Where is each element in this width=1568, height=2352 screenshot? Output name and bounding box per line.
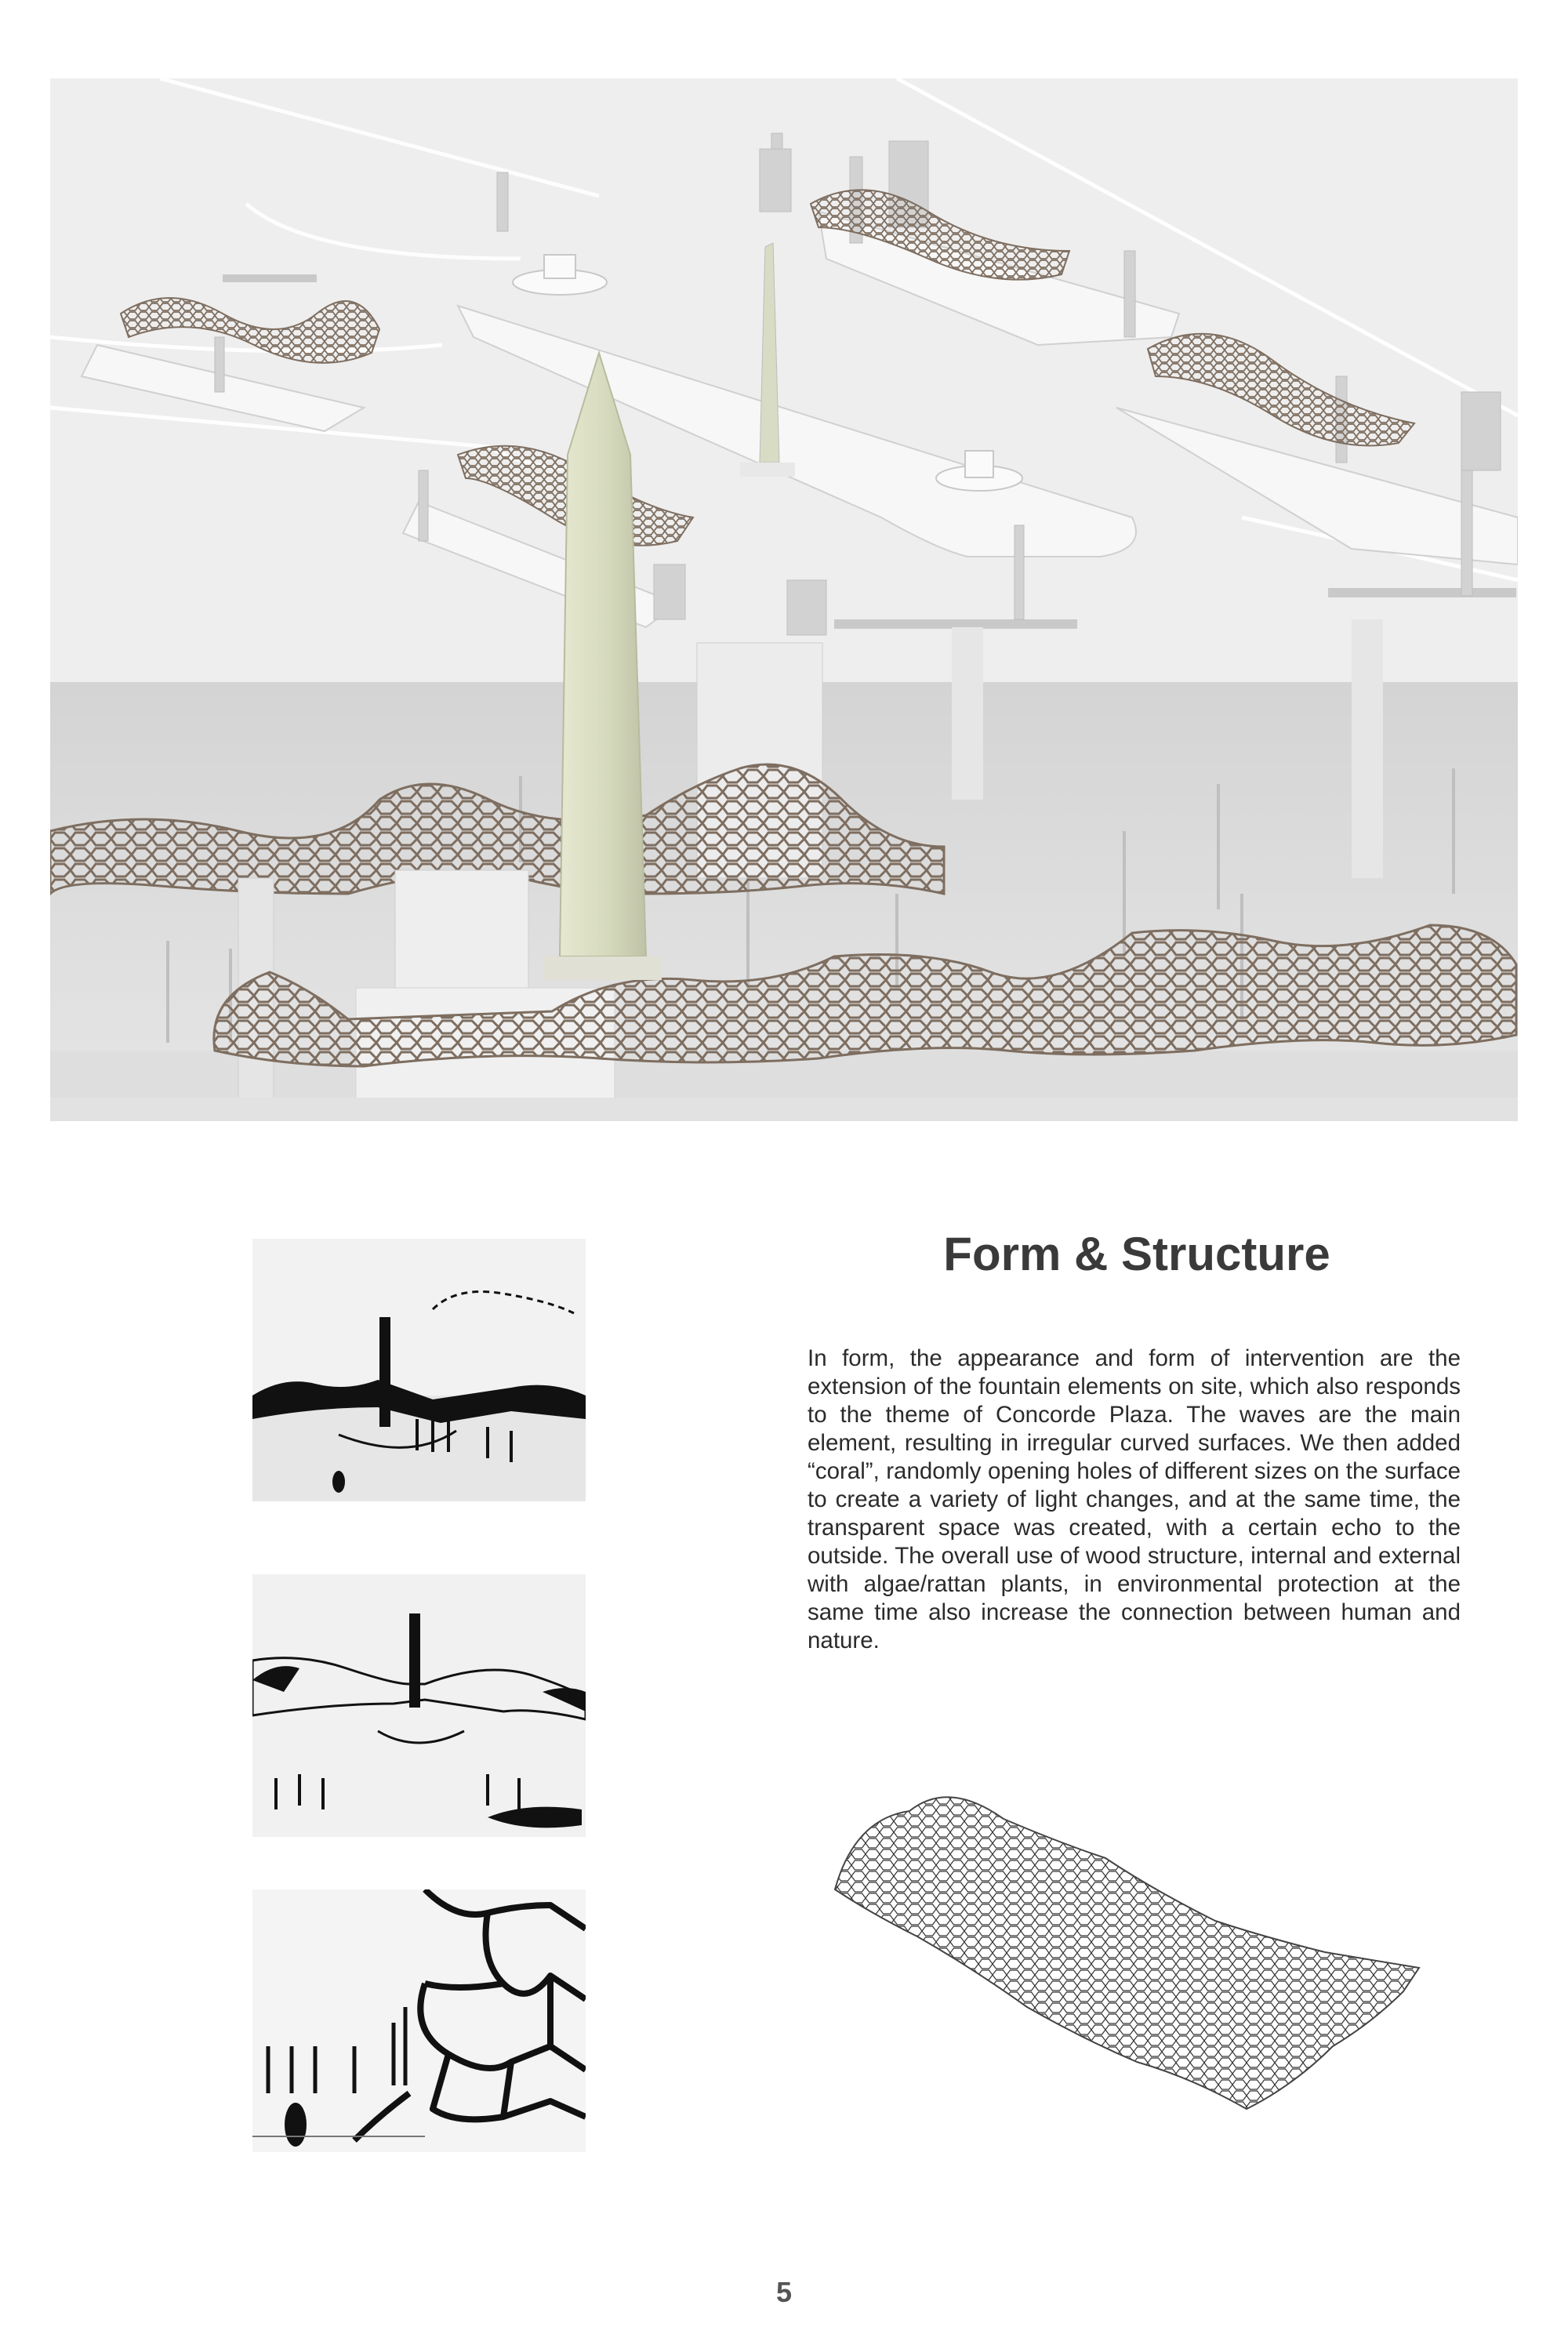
- body-paragraph: In form, the appearance and form of intervention are the extension of the fountain elements on site, which also responds to the theme of Concorde Plaza. The waves are the main element, resulting in irregular curved surfaces. We then added “coral”, randomly opening holes of different sizes on the surface to create a variety of light changes, and at the same time, the transparent space was created, with a certain echo to the outside. The overall use of wood structure, internal and external with algae/rattan plants, in environmental protection at the same time also increase the connection between human and nature.: [808, 1345, 1461, 1653]
- rendering-aerial-view: [50, 78, 1518, 1121]
- sketch-plaza-perspective: [252, 1239, 586, 1501]
- mesh-wave-structure: [823, 1772, 1427, 2125]
- page-number: 5: [775, 2276, 793, 2308]
- section-title: Form & Structure: [943, 1228, 1330, 1280]
- sketch-plaza-obelisk: [252, 1574, 586, 1837]
- sketch-coral-structure: [252, 1889, 586, 2152]
